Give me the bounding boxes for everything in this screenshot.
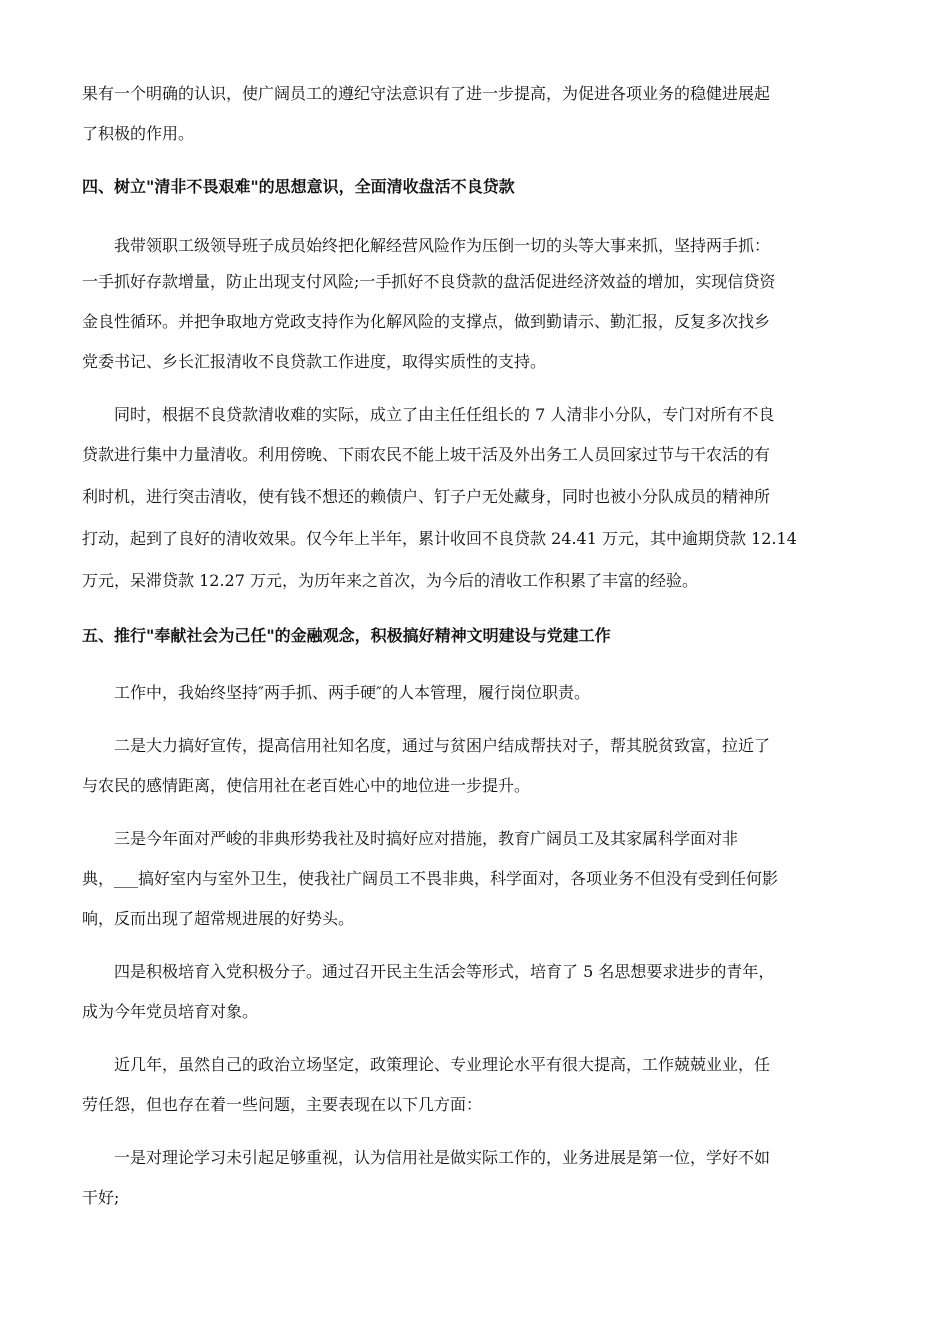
text-line: 成为今年党员培育对象。 [82,1002,259,1021]
text-line: 一是对理论学习未引起足够重视，认为信用社是做实际工作的，业务进展是第一位，学好不如 [114,1148,771,1167]
text-line: 四是积极培育入党积极分子。通过召开民主生活会等形式，培育了 5 名思想要求进步的青年， [114,962,775,981]
text-line: 果有一个明确的认识，使广阔员工的遵纪守法意识有了进一步提高，为促进各项业务的稳健进展起 [82,84,771,103]
text-line: 了积极的作用。 [82,124,195,143]
text-line: 贷款进行集中力量清收。利用傍晚、下雨农民不能上坡干活及外出务工人员回家过节与干农活的有 [82,445,771,464]
heading-text: 四、树立"清非不畏艰难"的思想意识，全面清收盘活不良贷款 [82,177,515,196]
text-line: 三是今年面对严峻的非典形势我社及时搞好应对措施，教育广阔员工及其家属科学面对非 [114,829,739,848]
text-line: 与农民的感情距离，使信用社在老百姓心中的地位进一步提升。 [82,776,531,795]
text-line: 工作中，我始终坚持″两手抓、两手硬″的人本管理，履行岗位职责。 [114,683,590,702]
text-line: 干好; [82,1188,120,1207]
text-line: 党委书记、乡长汇报清收不良贷款工作进度，取得实质性的支持。 [82,352,547,371]
text-line: 金良性循环。并把争取地方党政支持作为化解风险的支撑点，做到勤请示、勤汇报，反复多次找乡 [82,312,771,331]
text-line: 响，反而出现了超常规进展的好势头。 [82,909,355,928]
text-line: 打动，起到了良好的清收效果。仅今年上半年，累计收回不良贷款 24.41 万元，其中逾期贷款 12.14 [82,529,797,548]
text-line: 同时，根据不良贷款清收难的实际，成立了由主任任组长的 7 人清非小分队，专门对所有不良 [114,405,775,424]
text-line: 近几年，虽然自己的政治立场坚定，政策理论、专业理论水平有很大提高，工作兢兢业业，任 [114,1055,771,1074]
text-line: 典，___搞好室内与室外卫生，使我社广阔员工不畏非典，科学面对，各项业务不但没有受到任何影 [82,869,779,888]
text-line: 二是大力搞好宣传，提高信用社知名度，通过与贫困户结成帮扶对子，帮其脱贫致富，拉近了 [114,736,771,755]
heading-text: 五、推行"奉献社会为己任"的金融观念，积极搞好精神文明建设与党建工作 [82,626,611,645]
text-line: 我带领职工级领导班子成员始终把化解经营风险作为压倒一切的头等大事来抓，坚持两手抓： [114,236,771,255]
text-line: 劳任怨，但也存在着一些问题，主要表现在以下几方面： [82,1095,483,1114]
text-line: 万元，呆滞贷款 12.27 万元，为历年来之首次，为今后的清收工作积累了丰富的经验。 [82,571,698,590]
text-line: 利时机，进行突击清收，使有钱不想还的赖债户、钉子户无处藏身，同时也被小分队成员的精神所 [82,487,771,506]
text-line: 一手抓好存款增量，防止出现支付风险;一手抓好不良贷款的盘活促进经济效益的增加，实现信贷资 [82,272,776,291]
